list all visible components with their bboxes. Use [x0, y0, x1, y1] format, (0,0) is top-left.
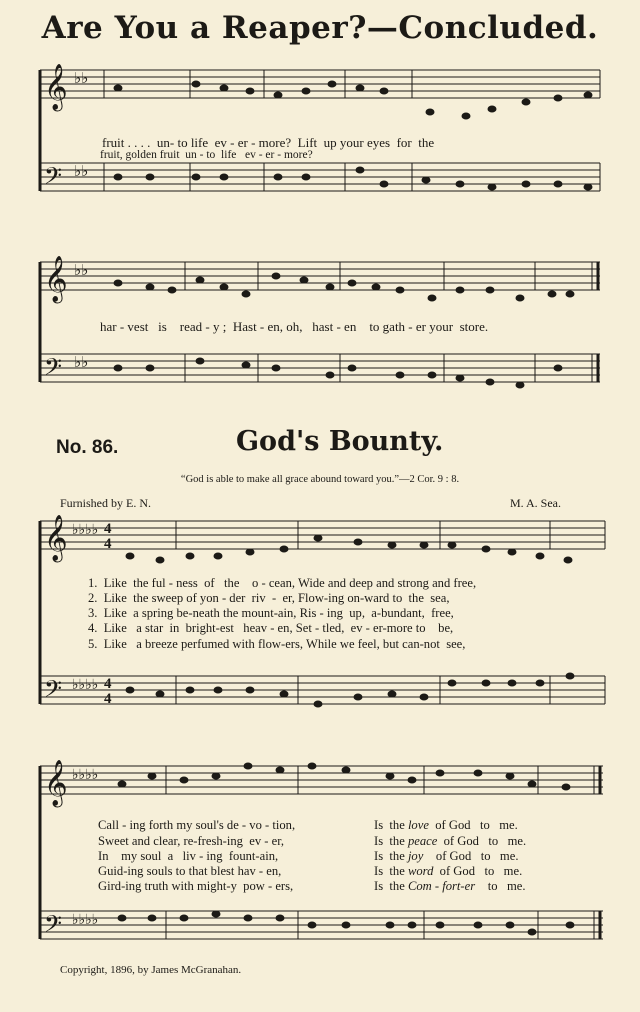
staff-system1-treble [40, 70, 600, 98]
refrain-right-2: Is the peace of God to me. [374, 834, 527, 848]
refrain-right-5: Is the Com - fort-er to me. [374, 879, 526, 893]
svg-text:𝄞: 𝄞 [44, 760, 68, 806]
hymn-number: No. 86. [56, 437, 119, 458]
refrain-5: Gird-ing truth with might-y pow - ers, [98, 879, 294, 893]
verse-2: 2. Like the sweep of yon - der riv - er, Flow-ing on-ward to the sea, [88, 591, 450, 605]
lyrics-line-1a: fruit . . . . un- to life ev - er - more? Lift up your eyes for the [102, 135, 435, 150]
svg-text:♭♭: ♭♭ [74, 162, 89, 180]
svg-text:4: 4 [104, 676, 112, 692]
verse-5: 5. Like a breeze perfumed with flow-ers, While we feel, but can-not see, [88, 637, 466, 651]
svg-text:𝄞: 𝄞 [44, 515, 68, 561]
song-title: God's Bounty. [236, 426, 444, 457]
verse-1: 1. Like the ful - ness of the o - cean, Wide and deep and strong and free, [88, 576, 477, 590]
svg-text:𝄢: 𝄢 [44, 910, 63, 943]
lyrics-line-2: har - vest is read - y ; Hast - en, oh, hast - en to gath - er your store. [100, 319, 489, 334]
svg-text:4: 4 [104, 521, 112, 537]
svg-text:𝄞: 𝄞 [44, 256, 68, 302]
svg-text:♭♭♭♭: ♭♭♭♭ [72, 912, 99, 928]
refrain-4: Guid-ing souls to that blest hav - en, [98, 864, 282, 878]
lyrics-line-1b: fruit, golden fruit un - to life ev - er - more? [100, 149, 313, 161]
treble-clef-icon: 𝄞 [44, 64, 68, 110]
verse-4: 4. Like a star in bright-est heav - en, Set - tled, ev - er-more to be, [88, 621, 454, 635]
svg-text:♭♭♭♭: ♭♭♭♭ [72, 522, 99, 538]
svg-text:♭♭♭♭: ♭♭♭♭ [72, 767, 99, 783]
svg-text:♭♭: ♭♭ [74, 353, 89, 371]
svg-text:♭♭: ♭♭ [74, 261, 89, 279]
song-title-concluded: Are You a Reaper?—Concluded. [41, 10, 599, 46]
refrain-1: Call - ing forth my soul's de - vo - tion, [98, 818, 296, 832]
refrain-3: In my soul a liv - ing fount-ain, [98, 849, 279, 863]
composer: M. A. Sea. [510, 496, 561, 510]
svg-text:♭♭: ♭♭ [74, 69, 89, 87]
svg-text:♭♭♭♭: ♭♭♭♭ [72, 677, 99, 693]
svg-text:𝄢: 𝄢 [44, 675, 63, 708]
svg-text:𝄢: 𝄢 [44, 353, 63, 386]
refrain-2: Sweet and clear, re-fresh-ing ev - er, [98, 834, 285, 848]
refrain-right-1: Is the love of God to me. [374, 818, 518, 832]
svg-text:4: 4 [104, 536, 112, 552]
copyright: Copyright, 1896, by James McGranahan. [60, 964, 242, 976]
refrain-right-4: Is the word of God to me. [374, 864, 523, 878]
bass-clef-icon: 𝄢 [44, 162, 63, 195]
verse-3: 3. Like a spring be-neath the mount-ain, Ris - ing up, a-bundant, free, [88, 606, 454, 620]
svg-text:4: 4 [104, 691, 112, 707]
furnished-by: Furnished by E. N. [60, 496, 151, 510]
scripture-quote: “God is able to make all grace abound toward you.”—2 Cor. 9 : 8. [180, 474, 460, 485]
refrain-right-3: Is the joy of God to me. [374, 849, 519, 863]
staff-system1-bass [40, 163, 600, 191]
